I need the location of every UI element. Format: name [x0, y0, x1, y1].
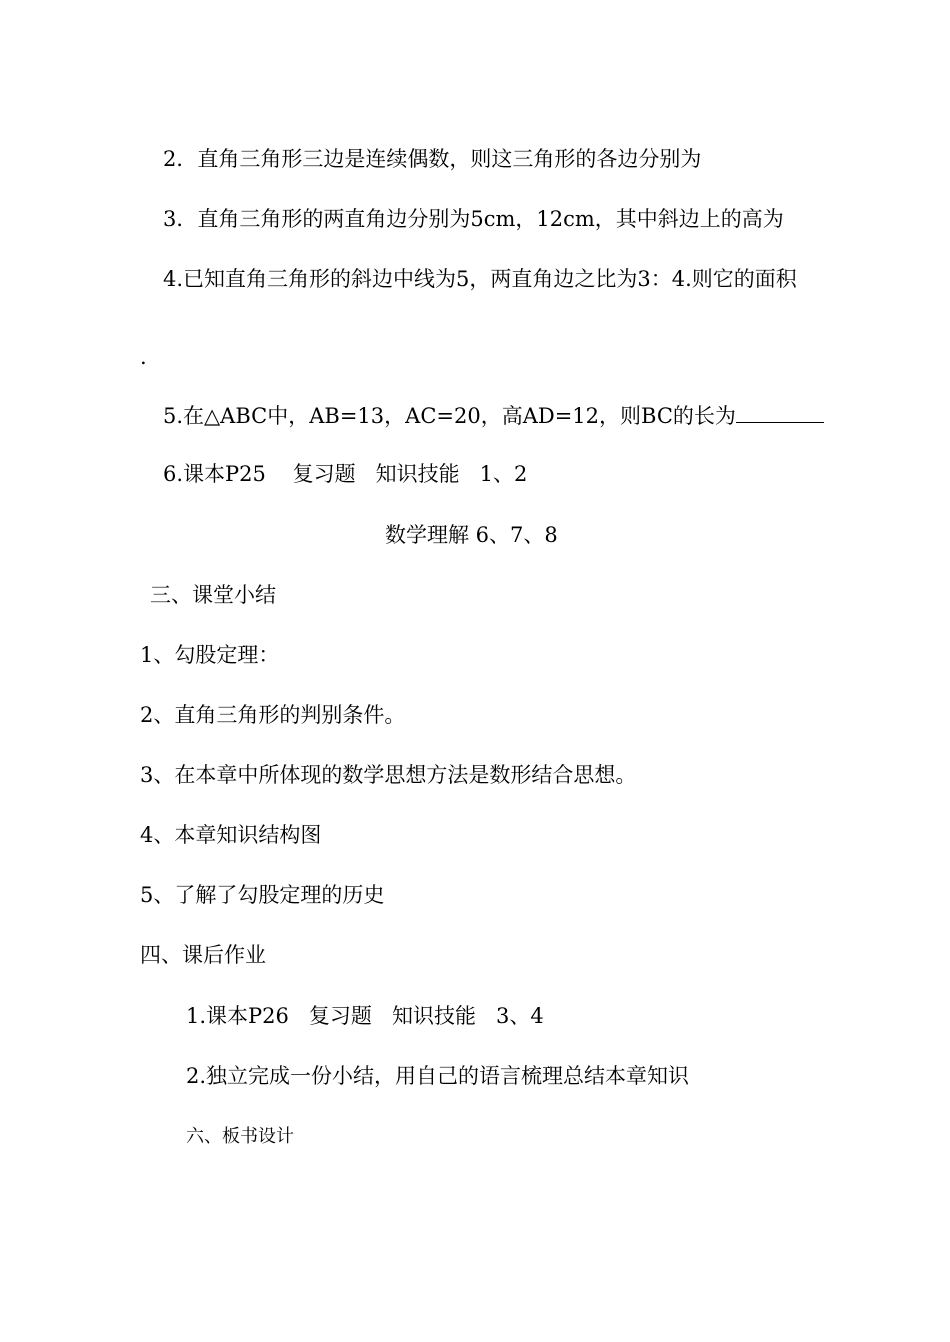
summary-item: 4、本章知识结构图 — [140, 823, 322, 847]
answer-blank — [736, 402, 824, 423]
exercise-5-text: 5.在△ABC中，AB=13，AC=20，高AD=12，则BC的长为 — [163, 404, 736, 428]
homework-item: 2.独立完成一份小结，用自己的语言梳理总结本章知识 — [186, 1064, 690, 1088]
summary-item: 3、在本章中所体现的数学思想方法是数形结合思想。 — [140, 763, 637, 787]
summary-item: 5、了解了勾股定理的历史 — [140, 883, 385, 907]
exercise-4-continuation: . — [140, 345, 147, 369]
board-design-heading: 六、板书设计 — [186, 1126, 294, 1147]
exercise-3: 3．直角三角形的两直角边分别为5cm，12cm，其中斜边上的高为 — [163, 207, 784, 231]
homework-heading: 四、课后作业 — [140, 943, 266, 967]
exercise-4: 4.已知直角三角形的斜边中线为5，两直角边之比为3：4.则它的面积 — [163, 267, 797, 291]
exercise-6: 6.课本P25 复习题 知识技能 1、2 — [163, 462, 528, 486]
exercise-2: 2．直角三角形三边是连续偶数，则这三角形的各边分别为 — [163, 147, 702, 171]
exercise-6-continuation: 数学理解 6、7、8 — [385, 523, 558, 547]
exercise-5 — [163, 402, 824, 430]
summary-item: 2、直角三角形的判别条件。 — [140, 703, 406, 727]
summary-heading: 三、课堂小结 — [150, 583, 276, 607]
summary-item: 1、勾股定理： — [140, 643, 280, 667]
homework-item: 1.课本P26 复习题 知识技能 3、4 — [186, 1004, 544, 1028]
